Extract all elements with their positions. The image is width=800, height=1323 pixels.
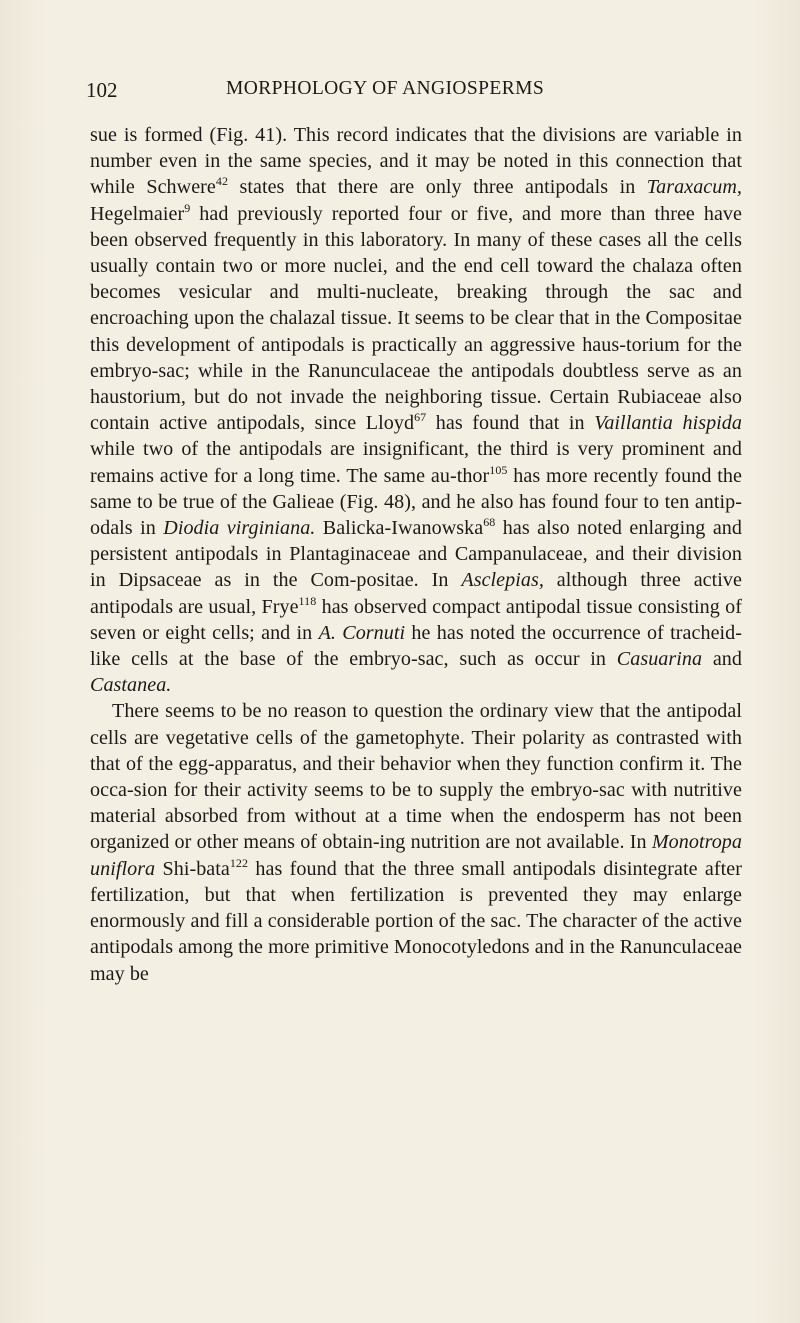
citation-ref: 67: [414, 410, 427, 425]
text-run: Shi-bata: [155, 857, 230, 880]
taxon-name: Monotropa uniflora: [90, 831, 743, 880]
text-run: Balicka-Iwanowska: [315, 517, 484, 540]
text-run: although three active antipodals are usual, Frye: [90, 569, 742, 618]
text-run: There seems to be no reason to question the ordinary view that the antipodal cells are vegetative cells of the gametophyte. Their polarity as contrasted with that of the egg-apparatus, and their behavior when they function confirm it. The occa-sion for their activity seems to be to supply the embryo-sac with nutritive material absorbed from without at a time when the endosperm has not been organized or other means of obtain-ing nutrition are not available. In: [90, 700, 742, 854]
text-run: he has noted the occurrence of tracheid-like cells at the base of the embryo-sac, such as occur in: [90, 621, 743, 671]
citation-ref: 105: [489, 462, 508, 477]
text-run: sue is formed (Fig. 41). This record indicates that the divisions are variable in number even in the same species, and it may be noted in this connection that while Schwere: [90, 124, 742, 199]
taxon-name: Castanea.: [90, 674, 172, 697]
text-run: has also noted enlarging and persistent antipodals in Plantaginaceae and Campanulaceae, and their division in Dipsaceae as in the Com-positae. In: [90, 517, 742, 592]
text-run: had previously reported four or five, and more than three have been observed frequently in this laboratory. In many of these cases all the cells usually contain two or more nuclei, and the end cell toward the chalaza often becomes vesicular and multi-nucleate, breaking through the sac and encroaching upon the chalazal tissue. It seems to be clear that in the Compositae this development of antipodals is practically an aggressive haus-torium for the embryo-sac; while in the Ranunculaceae the antipodals doubtless serve as an haustorium, but do not invade the neighboring tissue. Certain Rubiaceae also contain active antipodals, since Lloyd: [90, 202, 742, 435]
text-run: while two of the antipodals are insignificant, the third is very prominent and remains active for a long time. The same au-thor: [90, 438, 742, 487]
text-run: states that there are only three antipodals in: [228, 176, 636, 199]
citation-ref: 122: [229, 855, 249, 870]
text-run: has found that in: [426, 412, 585, 435]
paragraph-2: [90, 698, 742, 986]
taxon-name: Taraxacum,: [646, 176, 743, 199]
paragraph-1: [90, 122, 742, 698]
text-run: Hegelmaier: [90, 202, 185, 225]
page-number: 102: [86, 78, 118, 102]
taxon-name: Casuarina: [616, 648, 703, 671]
body-text: [90, 122, 742, 987]
text-run: has more recently found the same to be true of the Galieae (Fig. 48), and he also has found four to ten antip-odals in: [90, 464, 742, 540]
text-run: has found that the three small antipodals disintegrate after fertilization, but that when fertilization is prevented they may enlarge enormously and fill a considerable portion of the sac. The character of the active antipodals among the more primitive Monocotyledons and in the Ranunculaceae may be: [90, 857, 742, 985]
citation-ref: 118: [298, 593, 317, 608]
running-title: MORPHOLOGY OF ANGIOSPERMS: [226, 78, 545, 99]
citation-ref: 68: [483, 515, 496, 530]
text-run: and: [702, 648, 742, 671]
citation-ref: 9: [184, 200, 191, 215]
text-run: has observed compact antipodal tissue consisting of seven or eight cells; and in: [90, 595, 743, 644]
taxon-name: Asclepias,: [461, 569, 544, 592]
taxon-name: Diodia virginiana.: [163, 517, 316, 540]
citation-ref: 42: [215, 174, 229, 189]
taxon-name: A. Cornuti: [318, 621, 406, 644]
running-head: [86, 78, 750, 106]
taxon-name: Vaillantia hispida: [594, 412, 742, 435]
